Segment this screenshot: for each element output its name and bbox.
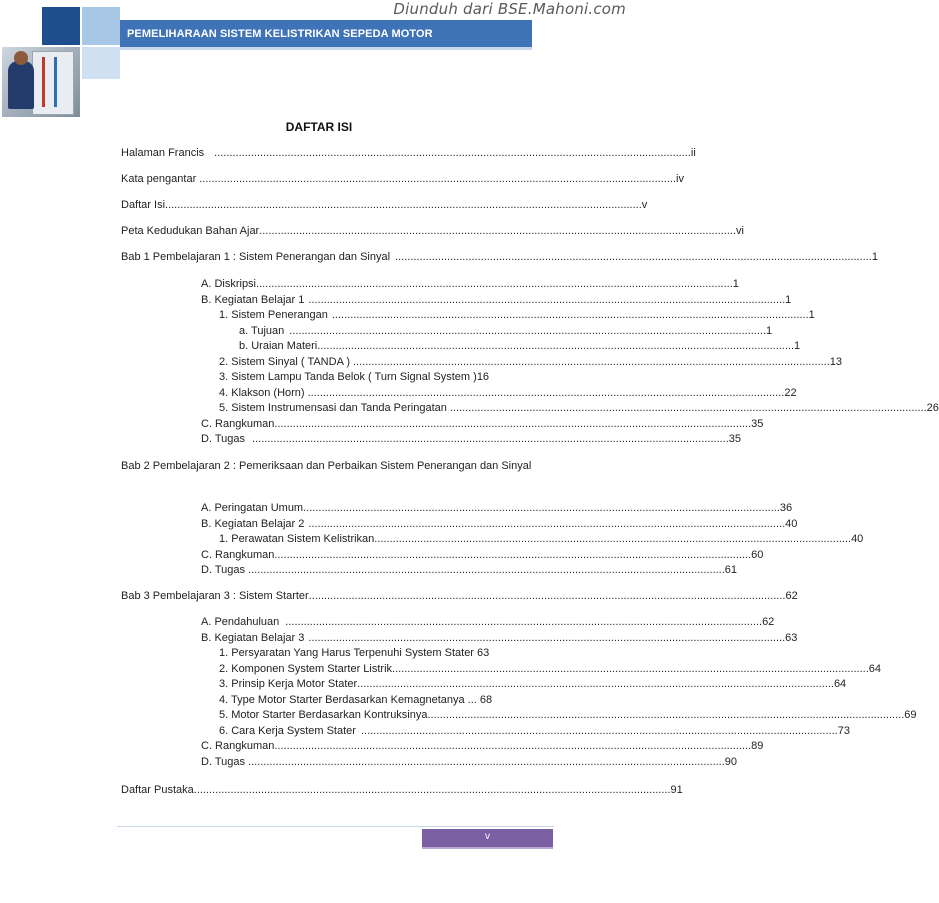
- toc-entry-wrapped[interactable]: Bab 2 Pembelajaran 2 : Pemeriksaan dan Perbaikan Sistem Penerangan dan Sinyal: [121, 460, 532, 472]
- page-title: DAFTAR ISI: [285, 120, 353, 134]
- toc-entry[interactable]: Bab 3 Pembelajaran 3 : Sistem Starter ............................................................................................................................................................ 62: [121, 590, 798, 602]
- toc-entry[interactable]: 5. Sistem Instrumensasi dan Tanda Peringatan ............................................................................................................................................................ 26: [219, 402, 939, 414]
- toc-entry[interactable]: C. Rangkuman ............................................................................................................................................................ 60: [201, 549, 764, 561]
- toc-entry[interactable]: 4. Type Motor Starter Berdasarkan Kemagnetanya ... 68: [219, 694, 493, 706]
- toc-entry[interactable]: B. Kegiatan Belajar 2 ............................................................................................................................................................ 40: [201, 518, 798, 530]
- technician-photo: [2, 47, 80, 117]
- toc-entry[interactable]: 2. Komponen System Starter Listrik ............................................................................................................................................................ 64: [219, 663, 882, 675]
- toc-entry[interactable]: 3. Sistem Lampu Tanda Belok ( Turn Signal System ) 16: [219, 371, 490, 383]
- toc-entry[interactable]: 2. Sistem Sinyal ( TANDA ) ............................................................................................................................................................ 13: [219, 356, 843, 368]
- toc-entry[interactable]: Halaman Francis ............................................................................................................................................................ ii: [121, 147, 696, 159]
- toc-entry[interactable]: D. Tugas ............................................................................................................................................................ 61: [201, 564, 738, 576]
- toc-entry[interactable]: Daftar Pustaka ............................................................................................................................................................ 91: [121, 784, 683, 796]
- toc-entry[interactable]: D. Tugas ............................................................................................................................................................ 35: [201, 433, 742, 445]
- header-decoration-square-pale: [82, 47, 120, 79]
- toc-entry[interactable]: b. Uraian Materi ............................................................................................................................................................ 1: [239, 340, 801, 352]
- toc-entry[interactable]: Bab 1 Pembelajaran 1 : Sistem Penerangan dan Sinyal ............................................................................................................................................................ 1: [121, 251, 878, 263]
- toc-entry[interactable]: B. Kegiatan Belajar 1 ............................................................................................................................................................ 1: [201, 294, 792, 306]
- toc-entry[interactable]: Daftar Isi ............................................................................................................................................................ v: [121, 199, 648, 211]
- toc-entry[interactable]: B. Kegiatan Belajar 3 ............................................................................................................................................................ 63: [201, 632, 798, 644]
- toc-entry[interactable]: C. Rangkuman ............................................................................................................................................................ 89: [201, 740, 764, 752]
- toc-entry[interactable]: A. Peringatan Umum ............................................................................................................................................................ 36: [201, 502, 793, 514]
- footer-page-box: [422, 829, 553, 849]
- watermark-text: Diunduh dari BSE.Mahoni.com: [393, 0, 626, 18]
- toc-entry[interactable]: Kata pengantar ............................................................................................................................................................ iv: [121, 173, 684, 185]
- banner-title: PEMELIHARAAN SISTEM KELISTRIKAN SEPEDA MOTOR: [127, 28, 433, 40]
- header-banner: [120, 20, 532, 50]
- toc-entry[interactable]: a. Tujuan ............................................................................................................................................................ 1: [239, 325, 773, 337]
- toc-entry[interactable]: 6. Cara Kerja System Stater ............................................................................................................................................................ 73: [219, 725, 850, 737]
- toc-entry[interactable]: 4. Klakson (Horn) ............................................................................................................................................................ 22: [219, 387, 797, 399]
- toc-entry[interactable]: Peta Kedudukan Bahan Ajar ............................................................................................................................................................ vi: [121, 225, 744, 237]
- header-decoration-square-dark: [42, 7, 80, 45]
- footer-rule: [117, 826, 554, 827]
- toc-entry[interactable]: C. Rangkuman ............................................................................................................................................................ 35: [201, 418, 764, 430]
- toc-entry[interactable]: A. Pendahuluan ............................................................................................................................................................ 62: [201, 616, 775, 628]
- toc-entry[interactable]: 1. Perawatan Sistem Kelistrikan ............................................................................................................................................................ 40: [219, 533, 864, 545]
- toc-entry[interactable]: 3. Prinsip Kerja Motor Stater ............................................................................................................................................................ 64: [219, 678, 847, 690]
- header-decoration-square-light: [82, 7, 120, 45]
- page-number: v: [485, 831, 490, 842]
- toc-entry[interactable]: 5. Motor Starter Berdasarkan Kontruksinya ............................................................................................................................................................ 69: [219, 709, 917, 721]
- toc-entry[interactable]: D. Tugas ............................................................................................................................................................ 90: [201, 756, 738, 768]
- toc-entry[interactable]: A. Diskripsi ............................................................................................................................................................ 1: [201, 278, 739, 290]
- toc-entry[interactable]: 1. Persyaratan Yang Harus Terpenuhi System Stater 63: [219, 647, 490, 659]
- toc-entry[interactable]: 1. Sistem Penerangan ............................................................................................................................................................ 1: [219, 309, 815, 321]
